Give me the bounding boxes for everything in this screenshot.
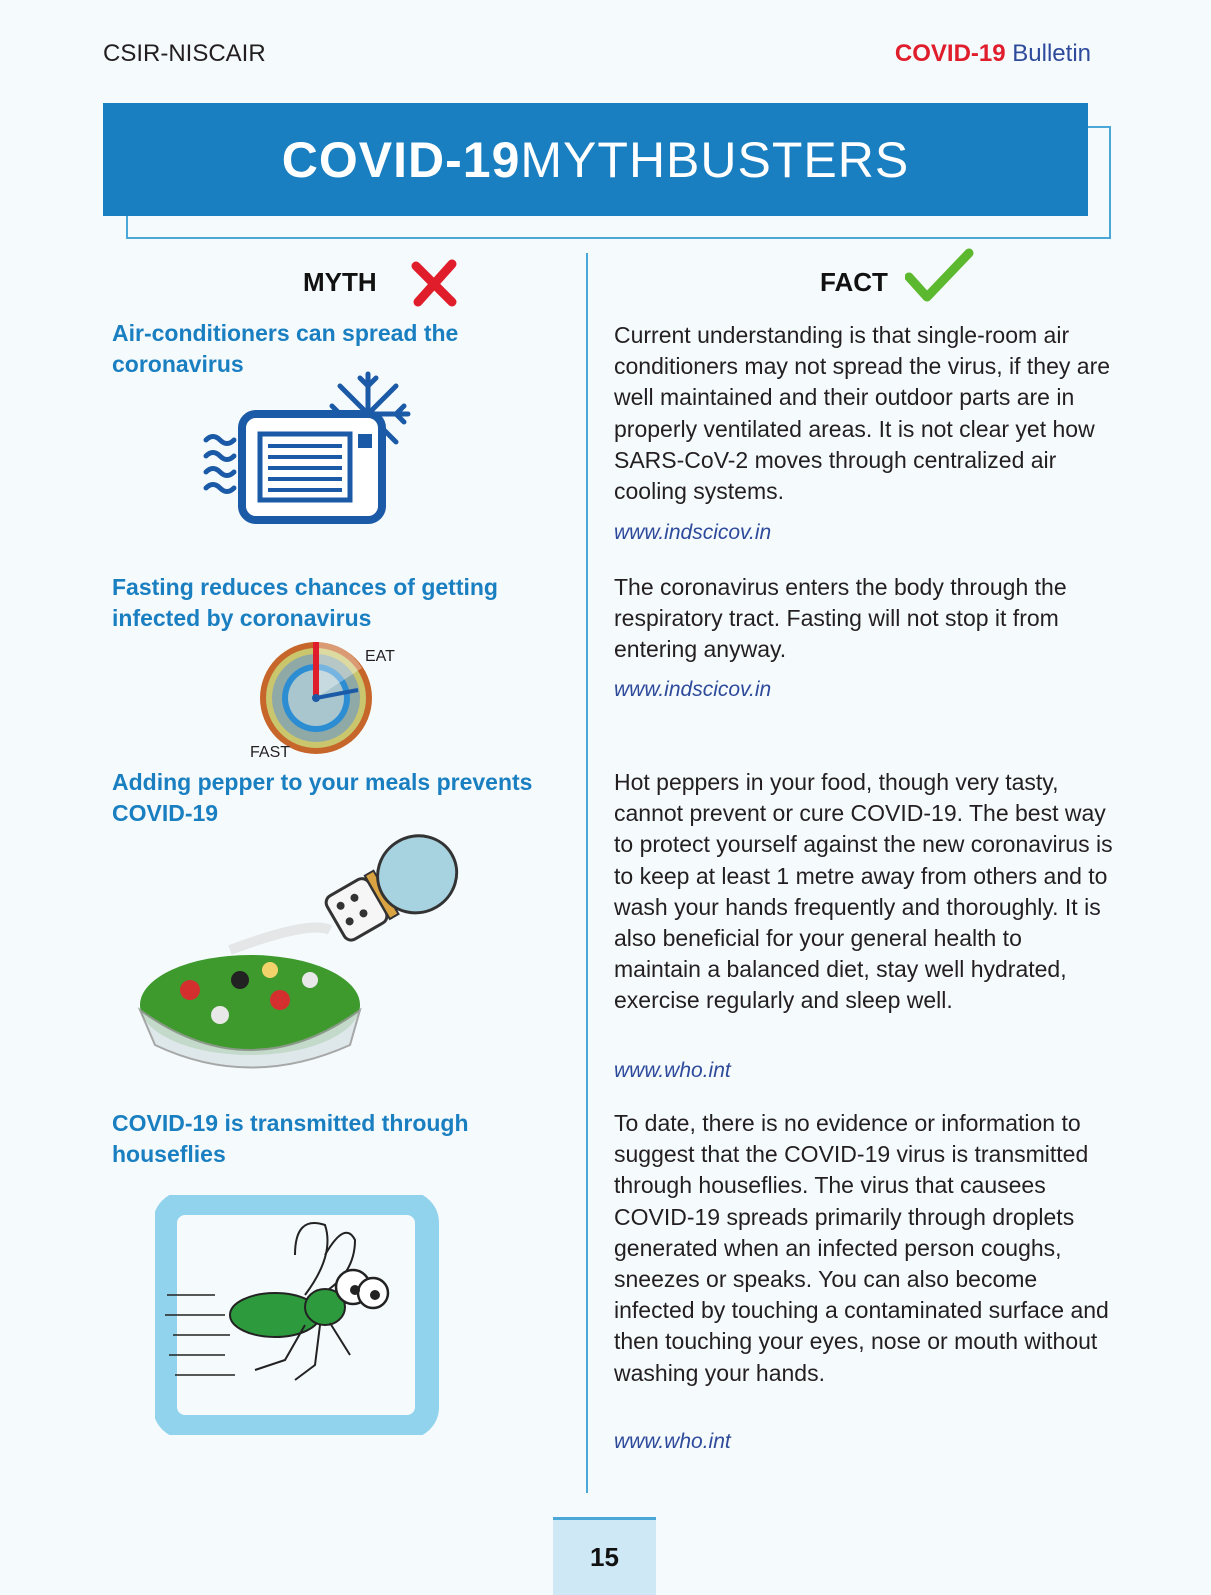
clock-label-fast: FAST	[250, 744, 291, 761]
banner-title-bold: COVID-19	[281, 131, 521, 188]
bulletin-title-bold: COVID-19	[894, 40, 1006, 67]
myth-text: COVID-19 is transmitted through houseflies	[112, 1110, 469, 1167]
fact-column-heading: FACT	[820, 267, 888, 297]
myth-column-heading: MYTH	[303, 267, 377, 297]
housefly-icon	[155, 1195, 440, 1435]
pepper-shaker-salad-icon	[130, 830, 460, 1090]
fact-text: Hot peppers in your food, though very tasty, cannot prevent or cure COVID-19. The best way to protect yourself against the new coronavirus is to keep at least 1 metre away from others and to wash your hands frequently and thoroughly. It is also beneficial for your general health to maintain a balanced diet, stay well hydrated, exercise regularly and sleep well.	[614, 769, 1113, 1014]
source-link[interactable]: www.who.int	[614, 1059, 731, 1082]
myth-text: Adding pepper to your meals prevents COVID-19	[112, 769, 533, 826]
source-link[interactable]: www.indscicov.in	[614, 678, 772, 701]
clock-label-eat: EAT	[365, 648, 395, 665]
clock-icon	[258, 640, 378, 760]
myth-text: Fasting reduces chances of getting infected by coronavirus	[112, 574, 498, 631]
fact-text: To date, there is no evidence or information to suggest that the COVID-19 virus is transmitted through houseflies. The virus that causees COVID-19 spreads primarily through droplets generated when an infected person coughs, sneezes or speaks. You can also become infected by touching a contaminated surface and then touching your eyes, nose or mouth without washing your hands.	[614, 1110, 1109, 1386]
air-conditioner-icon	[198, 364, 430, 532]
publisher-name: CSIR-NISCAIR	[103, 40, 266, 67]
page-number: 15	[553, 1517, 656, 1595]
myth-text: Air-conditioners can spread the coronavirus	[112, 320, 459, 377]
checkmark-icon	[905, 247, 975, 307]
fact-text: Current understanding is that single-room air conditioners may not spread the virus, if they are well maintained and their outdoor parts are in properly ventilated areas. It is not clear yet how SARS-CoV-2 moves through centralized air cooling systems.	[614, 322, 1111, 505]
banner-title-rest: MYTHBUSTERS	[520, 131, 910, 188]
cross-icon	[410, 258, 460, 308]
column-divider	[586, 253, 588, 1493]
bulletin-title-rest: Bulletin	[1005, 40, 1091, 67]
bulletin-title	[895, 40, 1091, 68]
page-banner	[103, 103, 1088, 216]
fact-text: The coronavirus enters the body through the respiratory tract. Fasting will not stop it from entering anyway.	[614, 574, 1067, 663]
source-link[interactable]: www.who.int	[614, 1430, 731, 1453]
source-link[interactable]: www.indscicov.in	[614, 521, 772, 544]
